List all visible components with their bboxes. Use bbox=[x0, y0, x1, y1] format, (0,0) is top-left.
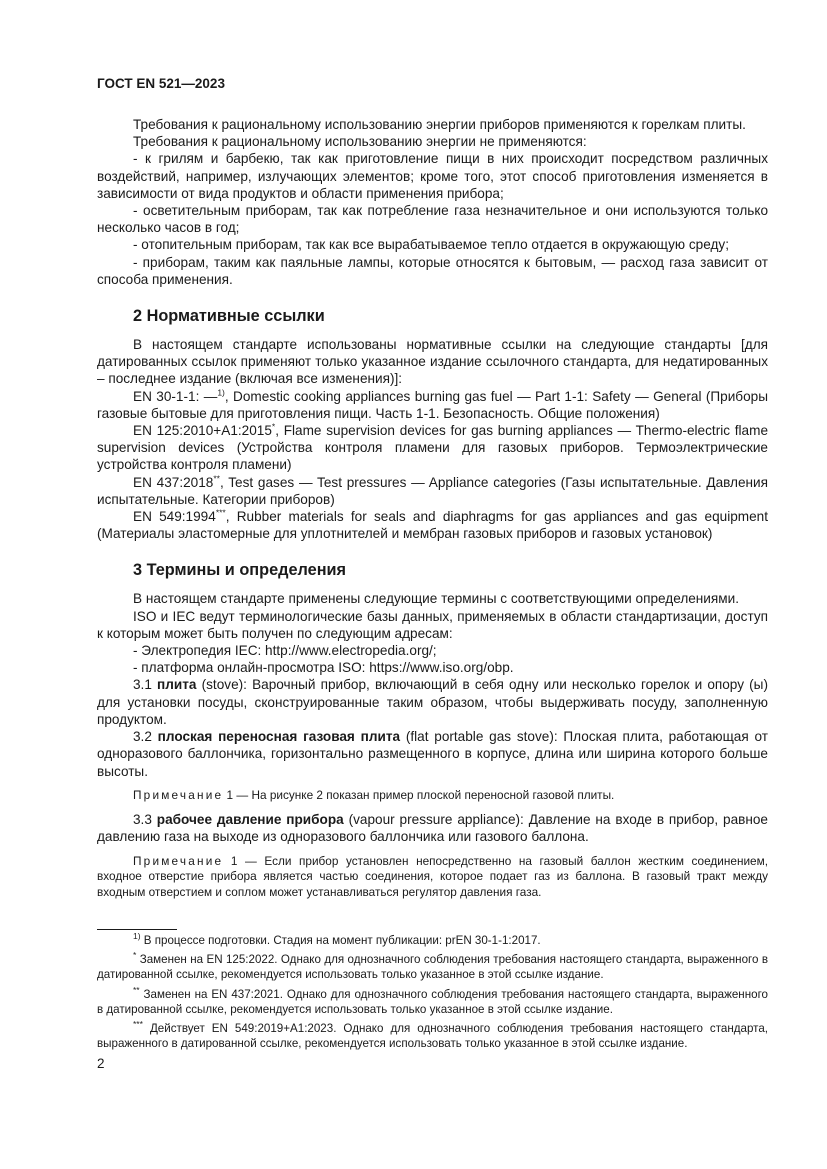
note-label: Примечание bbox=[133, 853, 224, 868]
footnote-text: Заменен на EN 437:2021. Однако для однозначного соблюдения требования настоящего стандарта, выраженного в датированной ссылке, рекомендуется использовать только указанное в этой ссылке издание. bbox=[97, 987, 768, 1016]
reference-code: EN 549:1994 bbox=[133, 509, 216, 525]
reference-text: , Flame supervision devices for gas burning appliances — Thermo-electric flame supervision devices (Устройства контроля пламени для газовых приборов. Термоэлектрические устройства контроля пламени) bbox=[97, 423, 769, 473]
term-text: (stove): Варочный прибор, включающий в себя одну или несколько горелок и опору (ы) для установки посуды, сконструированные таким образом, чтобы выдерживать посуду, заполненную продуктом. bbox=[97, 677, 768, 727]
paragraph: В настоящем стандарте применены следующие термины с соответствующими определениями. bbox=[133, 591, 739, 607]
footnote-text: В процессе подготовки. Стадия на момент публикации: prEN 30-1-1:2017. bbox=[140, 934, 541, 947]
footnote bbox=[97, 933, 768, 948]
reference-text: , Domestic cooking appliances burning gas fuel — Part 1-1: Safety — General (Приборы газовые бытовые для приготовления пищи. Часть 1-1. Безопасность. Общие положения) bbox=[97, 388, 768, 421]
section-heading: 3 Термины и определения bbox=[133, 561, 347, 580]
term-number: 3.1 bbox=[133, 677, 158, 693]
footnote-mark: ** bbox=[213, 473, 220, 484]
term-name: плита bbox=[157, 677, 197, 693]
footnote bbox=[97, 984, 768, 1017]
note bbox=[97, 854, 768, 901]
list-item: - Электропедия IEC: http://www.electropedia.org/; bbox=[133, 643, 437, 659]
reference-item bbox=[97, 422, 768, 474]
reference-code: EN 30-1-1: — bbox=[133, 388, 218, 404]
term-definition bbox=[97, 676, 768, 728]
reference-code: EN 125:2010+A1:2015 bbox=[133, 423, 272, 439]
reference-item bbox=[97, 474, 768, 508]
term-definition bbox=[97, 728, 768, 780]
footnote-mark: *** bbox=[133, 1019, 143, 1030]
term-definition bbox=[97, 811, 768, 845]
reference-text: , Rubber materials for seals and diaphragms for gas appliances and gas equipment (Материалы эластомерные для уплотнителей и мембран газовых приборов и газовых установок) bbox=[97, 509, 769, 542]
footnote-mark: * bbox=[133, 950, 137, 961]
paragraph: Требования к рациональному использованию энергии не применяются: bbox=[133, 134, 587, 150]
paragraph: В настоящем стандарте использованы нормативные ссылки на следующие стандарты [для датированных ссылок применяют только указанное издание ссылочного стандарта, для недатированных – последнее издание (включая все изменения)]: bbox=[97, 337, 768, 387]
document-header: ГОСТ EN 521—2023 bbox=[97, 76, 225, 91]
reference-item bbox=[97, 388, 768, 422]
paragraph: Требования к рациональному использованию энергии приборов применяются к горелкам плиты. bbox=[133, 117, 746, 132]
note-label: Примечание bbox=[133, 787, 224, 802]
footnote-mark: ** bbox=[133, 984, 140, 995]
note bbox=[97, 788, 768, 804]
term-number: 3.2 bbox=[133, 729, 158, 745]
section-heading: 2 Нормативные ссылки bbox=[133, 307, 325, 326]
paragraph: ISO и IEC ведут терминологические базы данных, применяемых в области стандартизации, доступ к которым может быть получен по следующим адресам: bbox=[97, 608, 768, 641]
footnote-mark: *** bbox=[215, 507, 226, 518]
term-text: (flat portable gas stove): Плоская плита, работающая от одноразового баллончика, горизонтально размещенного в корпусе, длина или ширина которого больше высоты. bbox=[97, 729, 768, 779]
list-item: - платформа онлайн-просмотра ISO: https://www.iso.org/obp. bbox=[133, 660, 514, 676]
reference-code: EN 437:2018 bbox=[133, 474, 214, 490]
page-number: 2 bbox=[97, 1056, 105, 1071]
list-item: - к грилям и барбекю, так как приготовление пищи в них происходит посредством различных воздействий, например, излучающих элементов; кроме того, этот способ приготовления изменяется в зависимости от вида продуктов и области применения прибора; bbox=[97, 151, 768, 201]
note-text: 1 — Если прибор установлен непосредственно на газовый баллон жестким соединением, входное отверстие прибора является частью соединения, которое подает газ из баллона. В газовый тракт между входным отверстием и соплом может устанавливаться регулятор давления газа. bbox=[97, 853, 768, 899]
document-body bbox=[97, 116, 768, 908]
footnote bbox=[97, 1021, 768, 1051]
term-text: (vapour pressure appliance): Давление на входе в прибор, равное давлению газа на выходе из одноразового баллончика или газового баллона. bbox=[97, 812, 768, 845]
footnote-divider bbox=[97, 929, 177, 930]
footnote-text: Заменен на EN 125:2022. Однако для однозначного соблюдения требования настоящего стандарта, выраженного в датированной ссылке, рекомендуется использовать только указанное в этой ссылке издание. bbox=[97, 953, 768, 982]
list-item: - отопительным приборам, так как все вырабатываемое тепло отдается в окружающую среду; bbox=[133, 237, 729, 253]
footnote-mark: 1) bbox=[133, 931, 141, 942]
reference-item bbox=[97, 508, 768, 542]
footnotes bbox=[97, 933, 768, 1055]
term-number: 3.3 bbox=[133, 812, 157, 828]
reference-text: , Test gases — Test pressures — Appliance categories (Газы испытательные. Давления испытательные. Категории приборов) bbox=[97, 474, 769, 507]
term-name: плоская переносная газовая плита bbox=[157, 729, 401, 745]
footnote-mark: * bbox=[271, 421, 276, 432]
footnote-mark: 1) bbox=[217, 387, 225, 398]
footnote-text: Действует EN 549:2019+A1:2023. Однако для однозначного соблюдения требования настоящего стандарта, выраженного в датированной ссылке, рекомендуется использовать только указанное в этой ссылке издание. bbox=[97, 1022, 768, 1051]
footnote bbox=[97, 952, 768, 982]
note-text: 1 — На рисунке 2 показан пример плоской переносной газовой плиты. bbox=[223, 787, 615, 802]
list-item: - осветительным приборам, так как потребление газа незначительное и они используются только несколько часов в год; bbox=[97, 203, 768, 236]
list-item: - приборам, таким как паяльные лампы, которые относятся к бытовым, — расход газа зависит от способа применения. bbox=[97, 254, 768, 287]
term-name: рабочее давление прибора bbox=[156, 812, 344, 828]
